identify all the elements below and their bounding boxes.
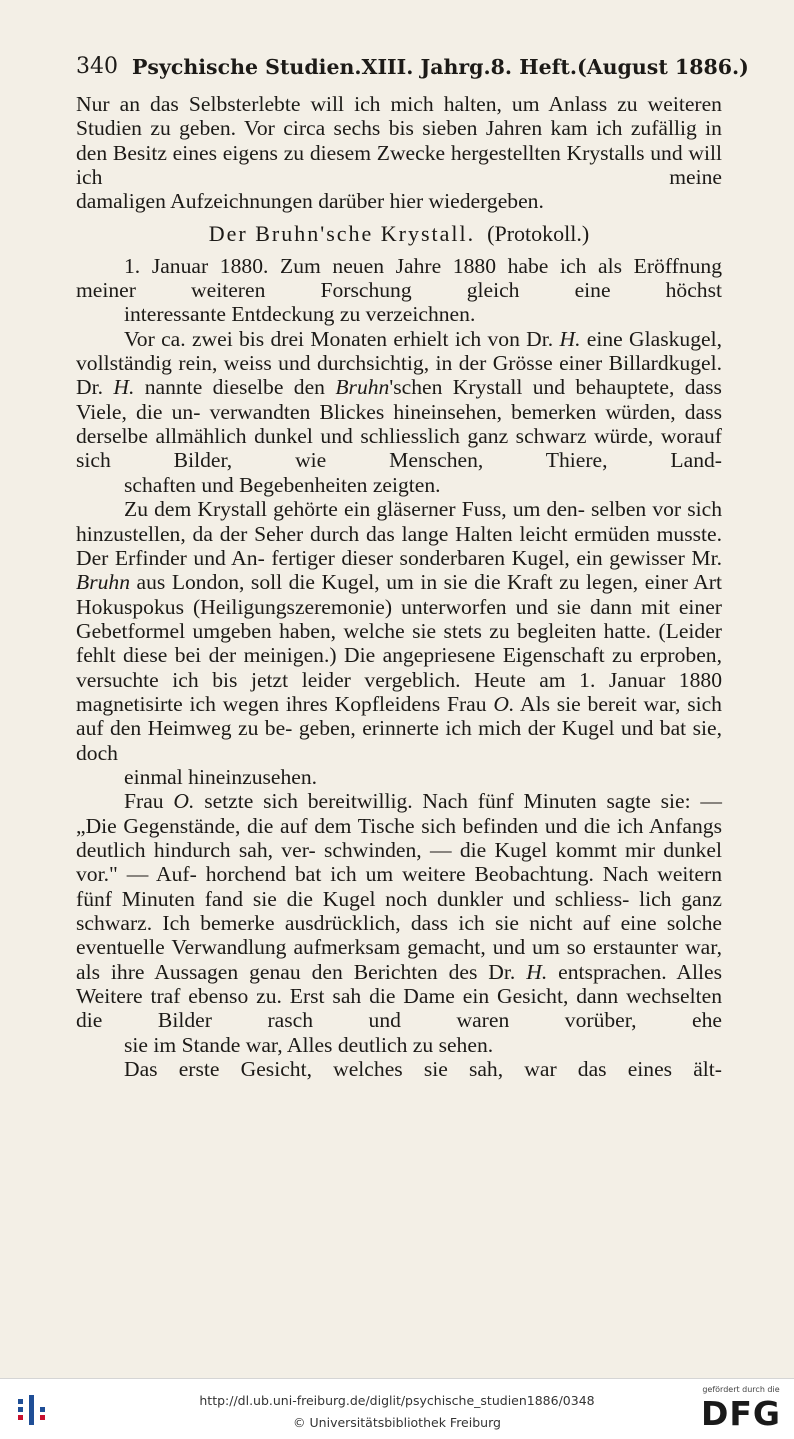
- running-header: [76, 50, 749, 84]
- text-run: setzte sich bereitwillig. Nach fünf Minuten: [204, 789, 597, 814]
- volume-label: XIII. Jahrg.: [361, 55, 491, 79]
- text-line: selben vor sich hinzustellen, da der Seher durch das lange: [76, 497, 722, 546]
- text-line: befinden und die ich Anfangs deutlich hindurch sah, ver-: [76, 813, 722, 862]
- text-run: 'schen Krystall und behauptete, dass Viele, die un-: [76, 375, 722, 424]
- text-line: 1. Januar 1880 magnetisirte ich wegen ihres Kopfleidens: [76, 667, 722, 716]
- italic-name: O.: [493, 691, 515, 716]
- italic-name: H.: [113, 375, 135, 400]
- text-line: geben, erinnerte ich mich der Kugel und bat sie, doch: [76, 716, 722, 765]
- paragraph-glass-ball: [76, 327, 722, 497]
- text-run: Als sie bereit war, sich auf den Heimweg zu be-: [76, 691, 722, 741]
- text-run: Frau: [446, 691, 487, 716]
- text-line: Halten leicht ermüden musste. Der Erfinder und An-: [76, 521, 722, 570]
- text-line: horchend bat ich um weitere Beobachtung. Nach weitern: [205, 862, 723, 887]
- text-run: nannte dieselbe den: [144, 375, 325, 400]
- text-line: einmal hineinzusehen.: [124, 764, 318, 789]
- text-line: versuchte ich bis jetzt leider vergeblich. Heute am: [76, 667, 566, 692]
- text-line: Nur an das Selbsterlebte will ich mich halten, um Anlass: [76, 92, 608, 116]
- italic-name: Bruhn: [76, 570, 130, 595]
- text-line: 1. Januar 1880. Zum neuen Jahre 1880 habe ich als: [124, 253, 622, 278]
- text-line: Das erste Gesicht, welches sie sah, war das eines ält-: [124, 1057, 722, 1082]
- text-line: nicht auf eine solche eventuelle Verwandlung aufmerksam: [76, 911, 722, 960]
- text-run: entsprachen. Alles: [558, 959, 723, 984]
- paragraph-entry-date: [76, 254, 722, 327]
- paragraph-first-vision: [76, 1057, 722, 1081]
- text-line: lich ganz schwarz. Ich bemerke ausdrücklich, dass ich sie: [76, 886, 722, 935]
- source-url[interactable]: http://dl.ub.uni-freiburg.de/diglit/psychische_studien1886/0348: [199, 1393, 595, 1408]
- text-line: diesem Zwecke hergestellten Krystalls und will ich meine: [76, 140, 722, 190]
- dfg-logo-icon: DFG: [700, 1394, 782, 1433]
- heading-title: Der Bruhn'sche Krystall.: [208, 220, 476, 246]
- text-line: aus London, soll die Kugel, um in sie die Kraft zu legen,: [136, 570, 639, 595]
- text-line: Eröffnung meiner weiteren Forschung gleich eine höchst: [76, 253, 722, 303]
- paragraph-glass-foot: [76, 497, 722, 789]
- section-heading: [76, 220, 722, 248]
- text-run: Frau: [124, 789, 164, 814]
- viewer-footer: [0, 1378, 794, 1439]
- text-line: interessante Entdeckung zu verzeichnen.: [124, 302, 476, 327]
- text-line: eine Glaskugel, vollständig rein, weiss und durchsichtig, in: [76, 326, 722, 376]
- text-line: zu weiteren Studien zu geben. Vor circa sechs bis sieben: [76, 92, 722, 141]
- text-run: der Grösse einer Billardkugel. Dr.: [76, 351, 723, 400]
- journal-title: Psychische Studien.: [132, 55, 362, 79]
- issue-label: 8. Heft.: [490, 55, 578, 79]
- paragraph-observation: [76, 789, 722, 1057]
- text-line: damaligen Aufzeichnungen darüber hier wiedergeben.: [76, 189, 544, 214]
- text-run: Vor ca. zwei bis drei Monaten erhielt ich von Dr.: [124, 326, 554, 351]
- text-line: Weitere traf ebenso zu. Erst sah die Dame ein Gesicht,: [76, 984, 569, 1009]
- copyright-notice: © Universitätsbibliothek Freiburg: [293, 1415, 501, 1430]
- heading-note: (Protokoll.): [487, 220, 590, 246]
- text-line: schaften und Begebenheiten zeigten.: [124, 472, 441, 497]
- text-line: Zu dem Krystall gehörte ein gläserner Fuss, um den-: [124, 497, 585, 522]
- italic-name: Bruhn: [335, 375, 390, 400]
- text-run: fertiger dieser sonderbaren Kugel, ein gewisser Mr.: [271, 545, 722, 570]
- italic-name: H.: [559, 326, 581, 351]
- page-number: 340: [76, 54, 118, 79]
- body-text: [76, 92, 722, 1081]
- dfg-caption: gefördert durch die: [702, 1385, 780, 1394]
- intro-paragraph: [76, 92, 722, 214]
- text-line: sie im Stande war, Alles deutlich zu sehen.: [124, 1032, 494, 1057]
- text-line: sagte sie: — „Die Gegenstände, die auf dem Tische sich: [76, 789, 723, 838]
- text-line: einer Art Hokuspokus (Heiligungszeremonie) unterworfen: [76, 570, 723, 619]
- text-line: fünf Minuten fand sie die Kugel noch dunkler und schliess-: [76, 886, 630, 911]
- text-line: verwandten Blickes hineinsehen, bemerken würden, dass: [209, 399, 722, 424]
- text-run: genau den Berichten des Dr.: [249, 959, 516, 984]
- text-line: und sie dann mit einer Gebetformel umgeben haben,: [76, 594, 722, 643]
- italic-name: H.: [526, 959, 548, 984]
- text-line: dann wechselten die Bilder rasch und waren vorüber, ehe: [76, 984, 723, 1033]
- issue-date: (August 1886.): [577, 55, 749, 79]
- text-line: der meinigen.) Die angepriesene Eigenschaft zu erproben,: [208, 643, 722, 668]
- italic-name: O.: [173, 789, 195, 814]
- text-line: welche sie stets zu begleiten hatte. (Leider fehlt diese bei: [76, 618, 722, 668]
- text-line: gemacht, und um so erstaunter war, als ihre Aussagen: [76, 935, 722, 984]
- text-line: schwinden, — die Kugel kommt mir dunkel vor." — Auf-: [76, 837, 723, 887]
- text-line: Jahren kam ich zufällig in den Besitz eines eigens zu: [76, 116, 722, 165]
- text-line: derselbe allmählich dunkel und schliesslich ganz schwarz: [76, 424, 587, 449]
- text-line: würde, worauf sich Bilder, wie Menschen, Thiere, Land-: [76, 424, 722, 473]
